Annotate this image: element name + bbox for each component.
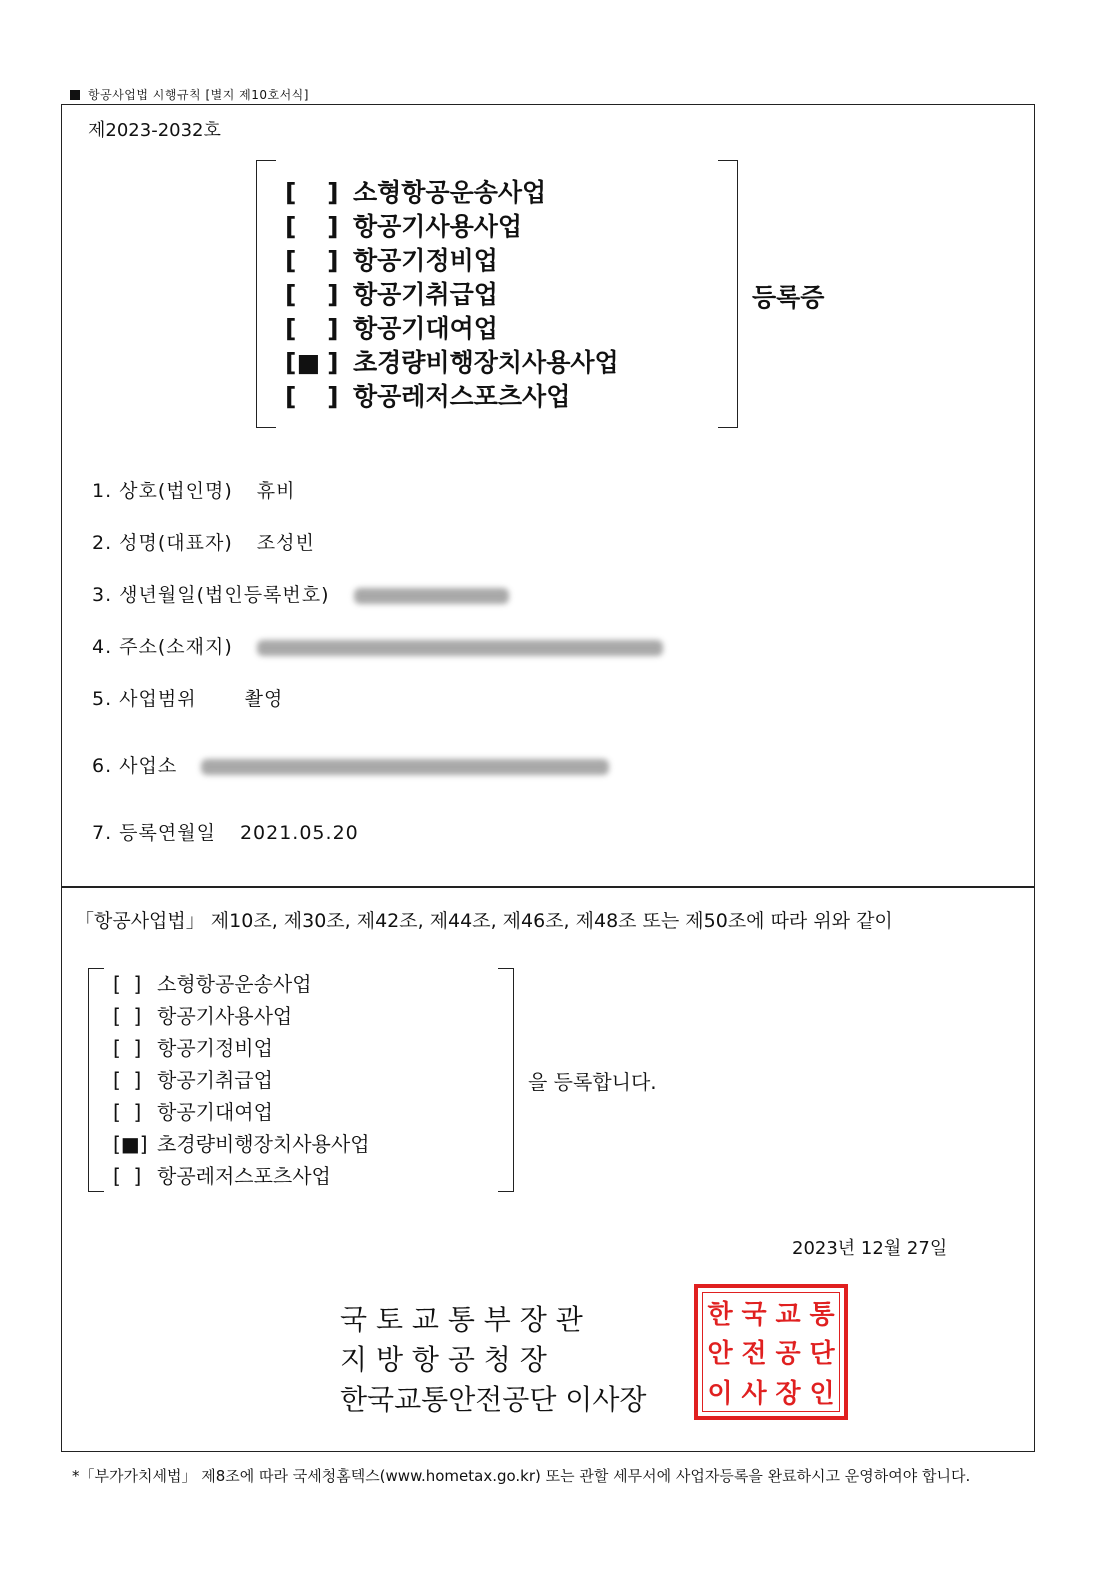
registration-suffix: 을 등록합니다. [528,1070,657,1094]
business-type-item: [ ] 소형항공운송사업 [285,178,547,207]
business-type-item: [ ] 항공레저스포츠사업 [285,382,571,411]
law-text: 「항공사업법」 제10조, 제30조, 제42조, 제44조, 제46조, 제48조 또는 제50조에 따라 위와 같이 [75,910,893,932]
authority-line-3: 한국교통안전공단 이사장 [340,1383,647,1416]
doc-number: 제2023-2032호 [88,120,221,141]
business-type-item: [ ] 항공기사용사업 [285,212,523,241]
small-bracket-right [498,968,514,1192]
form-label: 항공사업법 시행규칙 [별지 제10호서식] [70,86,309,103]
business-type-item: [ ] 항공기대여업 [113,1100,273,1124]
field-registration-date: 7. 등록연월일 2021.05.20 [92,822,359,844]
field-representative: 2. 성명(대표자) 조성빈 [92,532,315,554]
certificate-title: 등록증 [752,283,825,312]
field-birthdate: 3. 생년월일(법인등록번호) [92,580,509,607]
business-type-item: [ ] 항공기정비업 [113,1036,273,1060]
redacted-value [354,588,509,604]
official-seal [694,1284,848,1420]
business-type-item: [ ] 항공기대여업 [285,314,498,343]
field-office: 6. 사업소 [92,751,609,778]
business-type-item: [ ] 항공기취급업 [285,280,498,309]
issue-date: 2023년 12월 27일 [792,1238,948,1259]
square-icon [70,90,80,100]
business-type-list-small [113,968,370,1192]
authority-line-1: 국 토 교 통 부 장 관 [340,1303,583,1336]
authority-line-2: 지 방 항 공 청 장 [340,1343,547,1376]
field-business-scope: 5. 사업범위 촬영 [92,688,284,710]
bracket-left [256,160,276,428]
section-divider [61,886,1035,888]
business-type-list [285,176,619,414]
business-type-item-checked: [■] 초경량비행장치사용사업 [113,1132,370,1156]
business-type-item: [ ] 항공레저스포츠사업 [113,1164,331,1188]
field-company-name: 1. 상호(법인명) 휴비 [92,480,296,502]
redacted-value [257,640,663,656]
business-type-item: [ ] 항공기정비업 [285,246,498,275]
business-type-item-checked: [■ ] 초경량비행장치사용사업 [285,348,619,377]
business-type-item: [ ] 항공기취급업 [113,1068,273,1092]
business-type-item: [ ] 항공기사용사업 [113,1004,293,1028]
redacted-value [201,759,609,775]
bracket-right [718,160,738,428]
seal-grid: 한 국 교 통 안 전 공 단 이 사 장 인 [702,1292,840,1412]
field-address: 4. 주소(소재지) [92,632,663,659]
footnote: *「부가가치세법」 제8조에 따라 국세청홈텍스(www.hometax.go.kr) 또는 관할 세무서에 사업자등록을 완료하시고 운영하여야 합니다. [72,1467,971,1485]
small-bracket-left [88,968,104,1192]
business-type-item: [ ] 소형항공운송사업 [113,972,312,996]
